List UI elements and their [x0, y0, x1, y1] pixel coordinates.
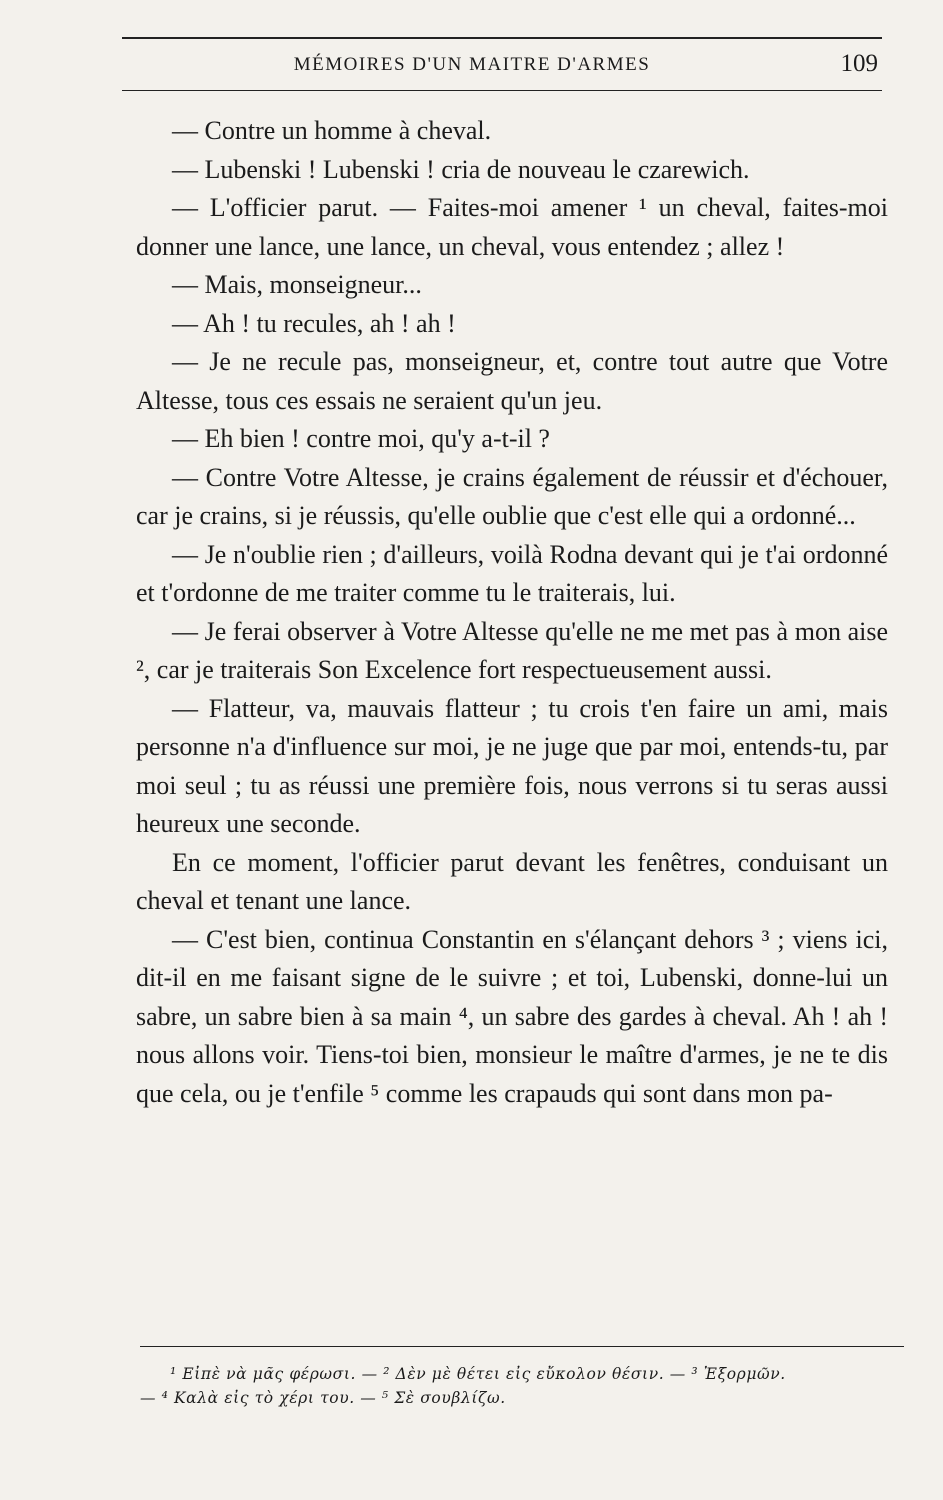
paragraph: — Contre un homme à cheval. — [172, 116, 492, 145]
paragraph: — C'est bien, continua Constantin en s'élançant dehors ³ ; viens ici, dit-il en me faisant signe de le suivre ; et toi, Lubenski, donne-lui un sabre, un sabre bien à sa main ⁴, un sabre des gardes à cheval. Ah ! ah ! nous allons voir. Tiens-toi bien, monsieur le maître d'armes, je ne te dis que cela, ou je t'enfile ⁵ comme les crapauds qui sont dans mon pa- — [136, 924, 888, 1108]
paragraph: — Je ne recule pas, monseigneur, et, contre tout autre que Votre Altesse, tous ces essais ne seraient qu'un jeu. — [136, 347, 888, 415]
footnote-line: ¹ Εἰπὲ νὰ μᾶς φέρωσι. — ² Δὲν μὲ θέτει εἰς εὔκολον θέσιν. — ³ Ἐξορμῶν. — [170, 1365, 786, 1383]
paragraph: — Eh bien ! contre moi, qu'y a-t-il ? — [172, 424, 550, 453]
paragraph: En ce moment, l'officier parut devant les fenêtres, conduisant un cheval et tenant une lance. — [136, 847, 888, 915]
footnotes — [140, 1362, 904, 1410]
page-number: 109 — [840, 50, 878, 77]
running-header — [122, 52, 882, 82]
header-rule — [122, 90, 882, 91]
running-title: MÉMOIRES D'UN MAITRE D'ARMES — [293, 54, 651, 75]
paragraph: — L'officier parut. — Faites-moi amener ¹ un cheval, faites-moi donner une lance, une lance, un cheval, vous entendez ; allez ! — [136, 193, 888, 261]
footnote-rule — [140, 1346, 904, 1347]
footnote-line: — ⁴ Καλὰ εἰς τὸ χέρι του. — ⁵ Σὲ σουβλίζω. — [140, 1389, 506, 1407]
paragraph: — Je n'oublie rien ; d'ailleurs, voilà Rodna devant qui je t'ai ordonné et t'ordonne de me traiter comme tu le traiterais, lui. — [136, 539, 888, 607]
paragraph: — Mais, monseigneur... — [172, 270, 422, 299]
paragraph: — Contre Votre Altesse, je crains également de réussir et d'échouer, car je crains, si je réussis, qu'elle oublie que c'est elle qui a ordonné... — [136, 462, 888, 530]
paragraph: — Ah ! tu recules, ah ! ah ! — [172, 308, 456, 338]
body-text — [136, 112, 888, 1113]
paragraph: — Lubenski ! Lubenski ! cria de nouveau le czarewich. — [172, 154, 750, 184]
paragraph: — Flatteur, va, mauvais flatteur ; tu crois t'en faire un ami, mais personne n'a d'influence sur moi, je ne juge que par moi, entends-tu, par moi seul ; tu as réussi une première fois, nous verrons si tu seras aussi heureux une seconde. — [136, 693, 888, 838]
top-rule — [122, 37, 882, 39]
paragraph: — Je ferai observer à Votre Altesse qu'elle ne me met pas à mon aise ², car je traiterais Son Excelence fort respectueusement aussi. — [136, 616, 888, 684]
